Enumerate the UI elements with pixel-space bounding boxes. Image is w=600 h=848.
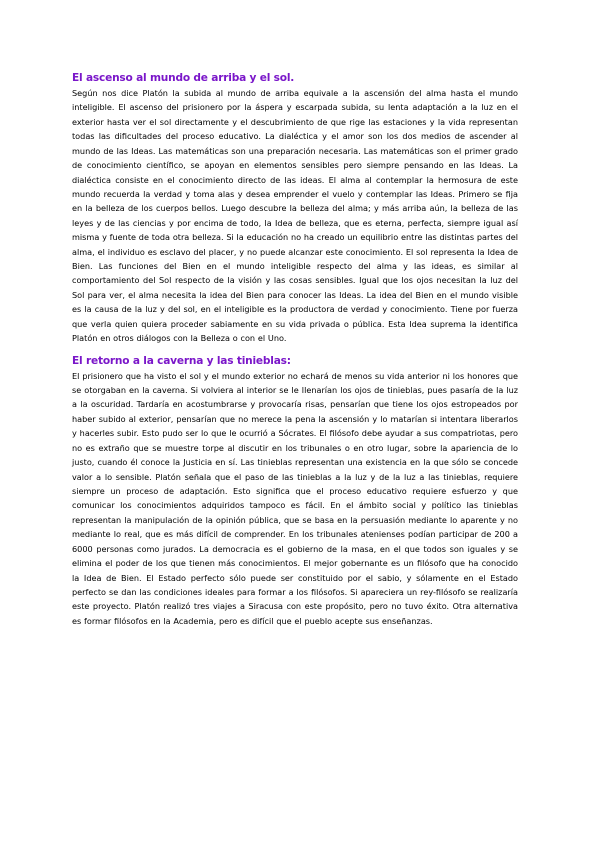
section-retorno bbox=[72, 354, 518, 629]
section-ascenso bbox=[72, 71, 518, 346]
section-body-ascenso: Según nos dice Platón la subida al mundo de arriba equivale a la ascensión del alma hasta el mundo inteligible. El ascenso del prisionero por la áspera y escarpada subida, su lenta adaptación a la luz en el exterior hasta ver el sol directamente y el descubrimiento de que rige las estaciones y la vida representan todas las dificultades del proceso educativo. La dialéctica y el amor son los dos medios de ascender al mundo de las Ideas. Las matemáticas son una preparación necesaria. Las matemáticas son el primer grado de conocimiento científico, se apoyan en elementos sensibles pero siempre pensando en las Ideas. La dialéctica consiste en el conocimiento directo de las ideas. El alma al contemplar la hermosura de este mundo recuerda la verdad y toma alas y desea emprender el vuelo y contemplar las Ideas. Primero se fija en la belleza de los cuerpos bellos. Luego descubre la belleza del alma; y más arriba aún, la belleza de las leyes y de las ciencias y por encima de todo, la Idea de belleza, que es eterna, perfecta, siempre igual así misma y fuente de toda otra belleza. Si la educación no ha creado un equilibrio entre las distintas partes del alma, el individuo es esclavo del placer, y no puede alcanzar este conocimiento. El sol representa la Idea de Bien. Las funciones del Bien en el mundo inteligible respecto del alma y las ideas, es similar al comportamiento del Sol respecto de la visión y las cosas sensibles. Igual que los ojos necesitan la luz del Sol para ver, el alma necesita la idea del Bien para conocer las Ideas. La idea del Bien en el mundo visible es la causa de la luz y del sol, en el inteligible es la productora de verdad y conocimiento. Tiene por fuerza que verla quien quiera proceder sabiamente en su vida privada o pública. Esta Idea suprema la identifica Platón en otros diálogos con la Belleza o con el Uno. bbox=[72, 88, 518, 344]
document-page bbox=[72, 71, 518, 628]
section-heading-retorno: El retorno a la caverna y las tinieblas: bbox=[72, 354, 291, 367]
section-body-retorno: El prisionero que ha visto el sol y el mundo exterior no echará de menos su vida anterior ni los honores que se otorgaban en la caverna. Si volviera al interior se le llenarían los ojos de tinieblas, pues pasaría de la luz a la oscuridad. Tardaría en acostumbrarse y provocaría risas, pensarían que tiene los ojos estropeados por haber subido al exterior, pensarían que no merece la pena la ascensión y lo matarían si intentara liberarlos y hacerles subir. Esto pudo ser lo que le ocurrió a Sócrates. El filósofo debe ayudar a sus compatriotas, pero no es extraño que se muestre torpe al discutir en los tribunales o en otro lugar, sobre la apariencia de lo justo, cuando él conoce la Justicia en sí. Las tinieblas representan una existencia en la que sólo se concede valor a lo sensible. Platón señala que el paso de las tinieblas a la luz y de la luz a las tinieblas, requiere siempre un proceso de adaptación. Esto significa que el proceso educativo requiere esfuerzo y que comunicar los conocimientos adquiridos tampoco es fácil. En el ámbito social y político las tinieblas representan la manipulación de la opinión pública, que se basa en la persuasión mediante lo aparente y no mediante lo real, que es más difícil de comprender. En los tribunales atenienses podían participar de 200 a 6000 personas como jurados. La democracia es el gobierno de la masa, en el que todos son iguales y se elimina el poder de los que tienen más conocimientos. El mejor gobernante es un filósofo que ha conocido la Idea de Bien. El Estado perfecto sólo puede ser constituido por el sabio, y sólamente en el Estado perfecto se dan las condiciones ideales para formar a los filósofos. Si apareciera un rey-filósofo se realizaría este proyecto. Platón realizó tres viajes a Siracusa con este propósito, pero no tuvo éxito. Otra alternativa es formar filósofos en la Academia, pero es difícil que el pueblo acepte sus enseñanzas. bbox=[72, 370, 518, 626]
section-heading-ascenso: El ascenso al mundo de arriba y el sol. bbox=[72, 72, 295, 84]
